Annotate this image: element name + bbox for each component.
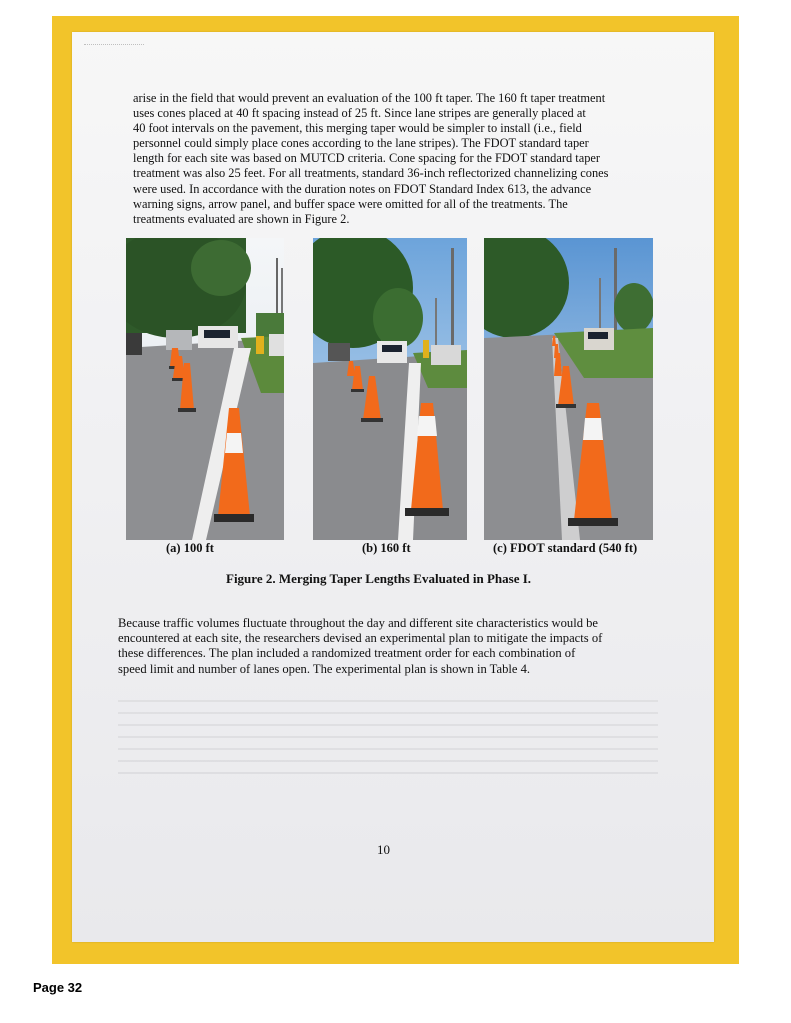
caption-b: (b) 160 ft	[362, 541, 411, 555]
caption-c: (c) FDOT standard (540 ft)	[493, 541, 638, 555]
photo-fdot-standard-taper	[484, 238, 653, 540]
intro-paragraph	[133, 91, 653, 227]
photo-100ft-taper	[126, 238, 284, 540]
text-line: encountered at each site, the researchers devised an experimental plan to mitigate the impacts of	[118, 631, 603, 646]
text-line: 40 foot intervals on the pavement, this merging taper would be simpler to install (i.e., field	[133, 121, 582, 136]
body-paragraph	[118, 616, 658, 677]
text-line: treatments evaluated are shown in Figure 2.	[133, 211, 350, 226]
page-number: 10	[377, 842, 390, 857]
text-line: personnel could simply place cones according to the lane stripes). The FDOT standard taper	[133, 136, 589, 151]
figure-title: Figure 2. Merging Taper Lengths Evaluated in Phase I.	[226, 571, 532, 586]
photo-160ft-taper	[313, 238, 467, 540]
caption-a: (a) 100 ft	[166, 541, 214, 555]
bleed-through-text	[118, 690, 658, 790]
footer-page-label: Page 32	[33, 980, 83, 995]
text-line: warning signs, arrow panel, and buffer space were omitted for all of the treatments. The	[133, 196, 568, 211]
text-line: treatment was also 25 feet. For all treatments, standard 36-inch reflectorized channelizing cones	[133, 166, 609, 181]
pencil-mark	[84, 44, 144, 51]
text-line: Because traffic volumes fluctuate throughout the day and different site characteristics would be	[118, 616, 599, 630]
text-line: length for each site was based on MUTCD criteria. Cone spacing for the FDOT standard taper	[133, 151, 601, 166]
text-line: uses cones placed at 40 ft spacing instead of 25 ft. Since lane stripes are generally placed at	[133, 106, 586, 121]
text-line: arise in the field that would prevent an evaluation of the 100 ft taper. The 160 ft taper treatment	[133, 91, 606, 105]
text-line: were used. In accordance with the duration notes on FDOT Standard Index 613, the advance	[133, 181, 592, 196]
text-line: these differences. The plan included a randomized treatment order for each combination of	[118, 646, 576, 661]
text-line: speed limit and number of lanes open. The experimental plan is shown in Table 4.	[118, 661, 531, 676]
